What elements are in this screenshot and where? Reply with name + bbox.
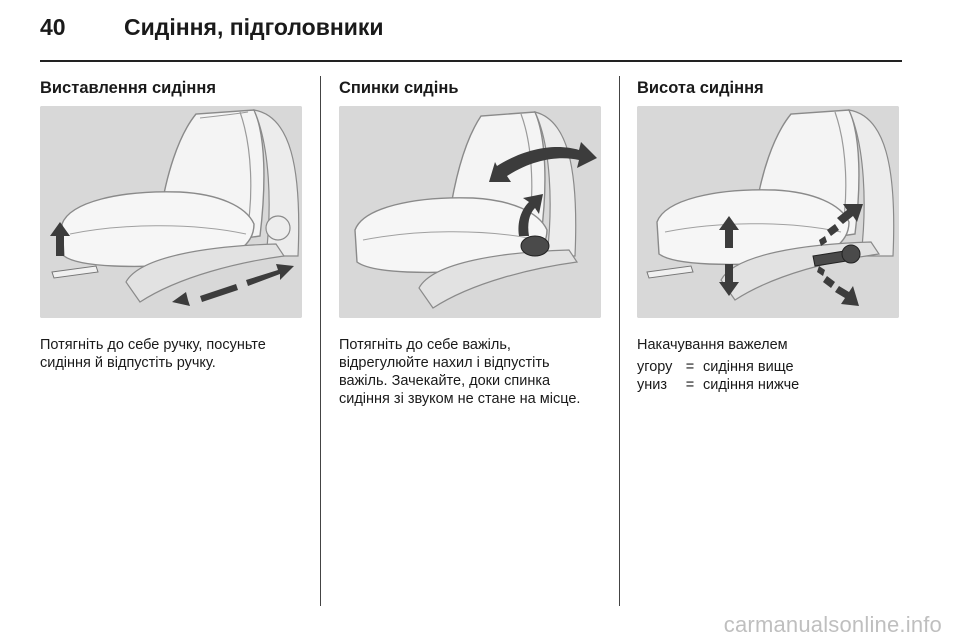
section-seat-adjustment [40, 74, 302, 372]
backrest-illustration [339, 106, 601, 318]
height-spec-table [637, 358, 899, 394]
page-number: 40 [40, 14, 66, 40]
spec-eq: = [685, 377, 695, 393]
spec-row [637, 358, 899, 376]
page-header [40, 14, 384, 54]
section-text: Потягніть до себе ручку, посуньте сидіння й відпустіть ручку. [40, 337, 266, 371]
column-divider [619, 76, 620, 606]
page-title: Сидіння, підголовники [124, 14, 384, 40]
section-heading: Спинки сидінь [339, 79, 459, 97]
seat-height-illustration [637, 106, 899, 318]
section-seat-height [637, 74, 899, 394]
section-seat-backrests [339, 74, 601, 408]
spec-row [637, 376, 899, 394]
section-heading: Висота сидіння [637, 79, 764, 97]
section-text: Потягніть до себе важіль, відрегулюйте нахил і відпустіть важіль. Зачекайте, доки спинка сидіння зі звуком не стане на місце. [339, 337, 581, 407]
column-divider [320, 76, 321, 606]
seat-adjustment-illustration [40, 106, 302, 318]
watermark: carmanualsonline.info [723, 612, 942, 637]
spec-key: униз [637, 377, 668, 393]
section-text: Накачування важелем [637, 337, 788, 353]
spec-key: угору [637, 359, 673, 375]
spec-value: сидіння нижче [703, 377, 800, 393]
spec-eq: = [685, 359, 695, 375]
header-rule [40, 60, 902, 62]
spec-value: сидіння вище [703, 359, 794, 375]
section-heading: Виставлення сидіння [40, 79, 216, 97]
